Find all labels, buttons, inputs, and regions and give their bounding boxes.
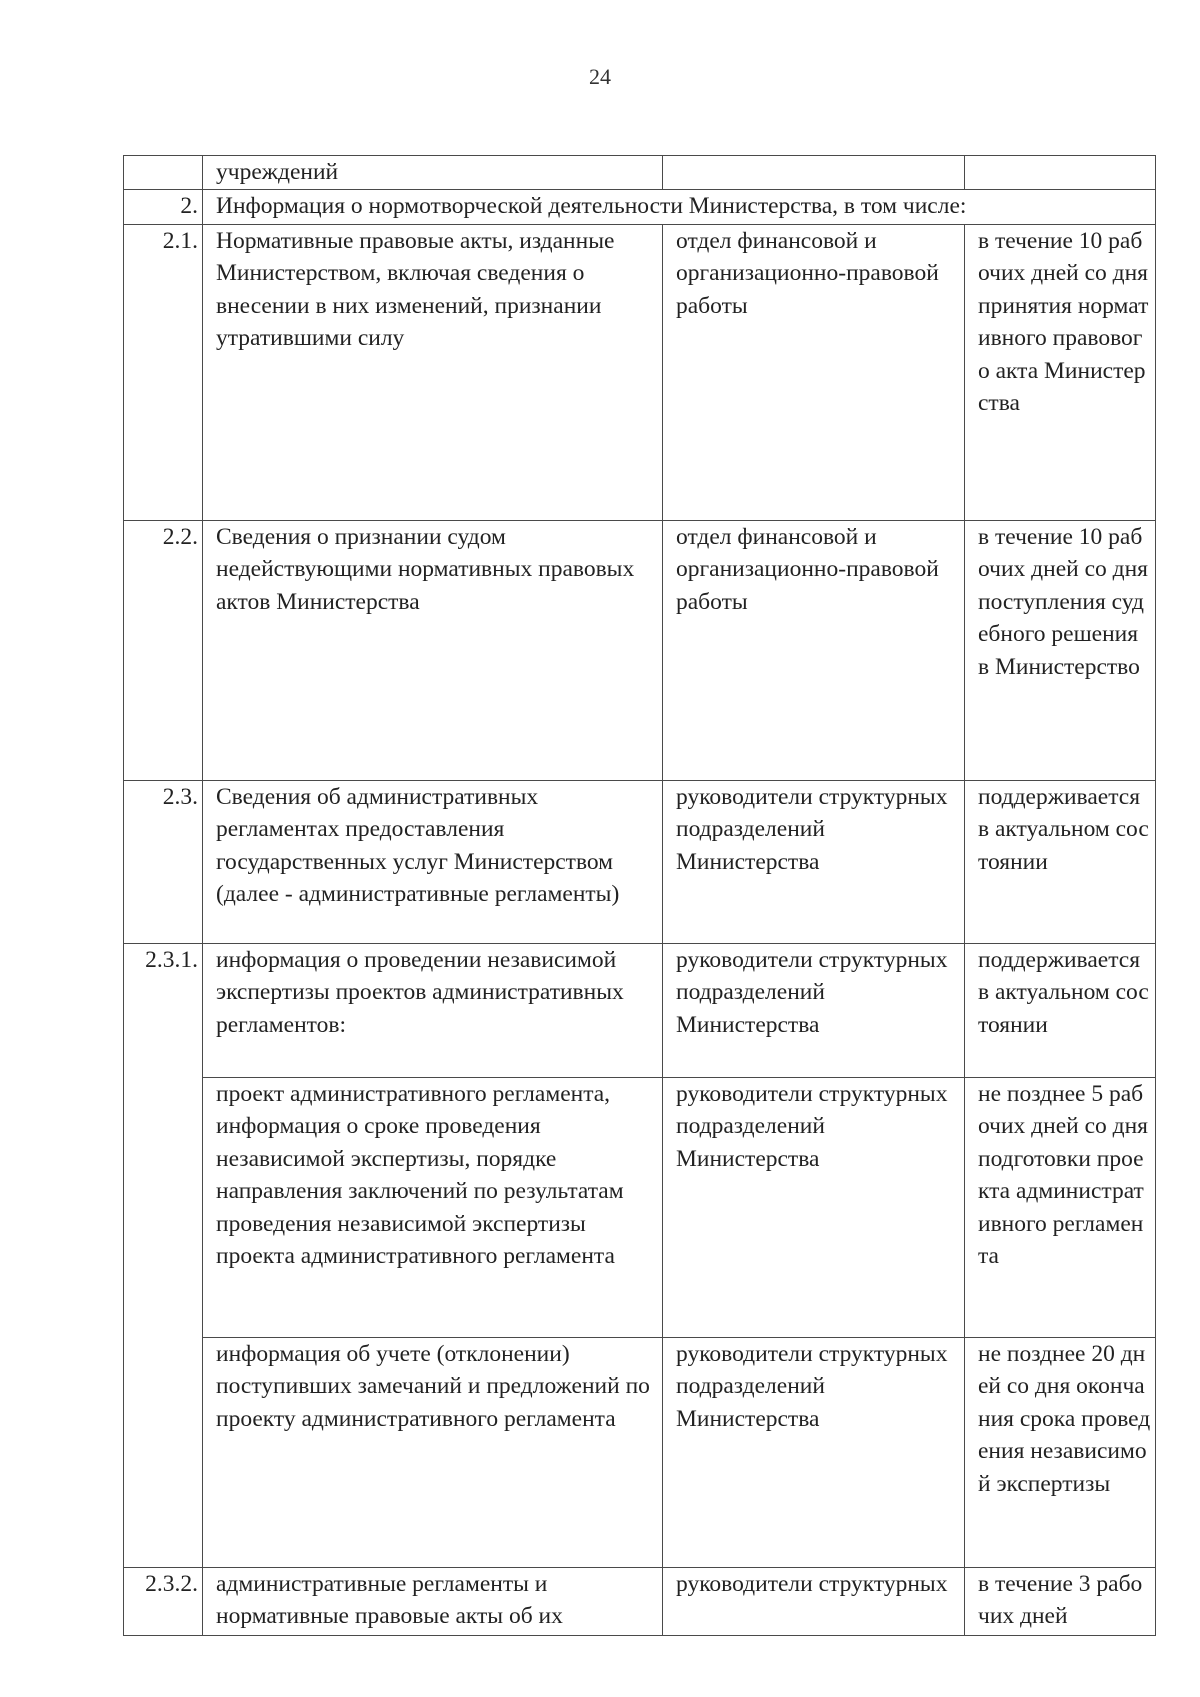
row-name: информация об учете (отклонении) поступивших замечаний и предложений по проекту административного регламента [203,1337,663,1567]
row-term: в течение 10 рабочих дней со дня принятия нормативного правового акта Министерства [965,224,1156,520]
row-term: не позднее 5 рабочих дней со дня подготовки проекта административного регламента [965,1077,1156,1337]
row-number: 2.3. [124,780,203,943]
table-row [124,224,1156,520]
row-responsible: руководители структурных подразделений Министерства [663,1337,965,1567]
row-responsible: отдел финансовой и организационно-правовой работы [663,520,965,780]
row-number: 2.2. [124,520,203,780]
section-title: Информация о нормотворческой деятельности Министерства, в том числе: [203,189,1156,224]
row-name: информация о проведении независимой экспертизы проектов административных регламентов: [203,943,663,1077]
row-term: в течение 10 рабочих дней со дня поступления судебного решения в Министерство [965,520,1156,780]
plan-table [123,155,1156,1636]
row-responsible: руководители структурных [663,1567,965,1635]
row-responsible: отдел финансовой и организационно-правовой работы [663,224,965,520]
table-row [124,520,1156,780]
row-number: 2.3.2. [124,1567,203,1635]
table-row-continuation [124,156,1156,190]
section-number: 2. [124,189,203,224]
row-responsible [663,156,965,190]
row-term: в течение 3 рабочих дней [965,1567,1156,1635]
table-row [124,1077,1156,1337]
row-term: поддерживается в актуальном состоянии [965,943,1156,1077]
table-row [124,780,1156,943]
row-responsible: руководители структурных подразделений Министерства [663,943,965,1077]
row-name: проект административного регламента, информация о сроке проведения независимой экспертизы, порядке направления заключений по результатам проведения независимой экспертизы проекта административного регламента [203,1077,663,1337]
table-row-section [124,189,1156,224]
row-term: поддерживается в актуальном состоянии [965,780,1156,943]
row-responsible: руководители структурных подразделений Министерства [663,780,965,943]
row-term: не позднее 20 дней со дня окончания срока проведения независимой экспертизы [965,1337,1156,1567]
table-row [124,1337,1156,1567]
row-term [965,156,1156,190]
page-number: 24 [589,64,611,89]
row-name: Нормативные правовые акты, изданные Министерством, включая сведения о внесении в них изменений, признании утратившими силу [203,224,663,520]
table-row [124,943,1156,1077]
row-responsible: руководители структурных подразделений Министерства [663,1077,965,1337]
row-name: Сведения об административных регламентах предоставления государственных услуг Министерством (далее - административные регламенты) [203,780,663,943]
row-name: Сведения о признании судом недействующими нормативных правовых актов Министерства [203,520,663,780]
row-number: 2.3.1. [124,943,203,1567]
row-number: 2.1. [124,224,203,520]
table-row [124,1567,1156,1635]
row-name: административные регламенты и нормативные правовые акты об их [203,1567,663,1635]
row-name: учреждений [203,156,663,190]
row-number [124,156,203,190]
